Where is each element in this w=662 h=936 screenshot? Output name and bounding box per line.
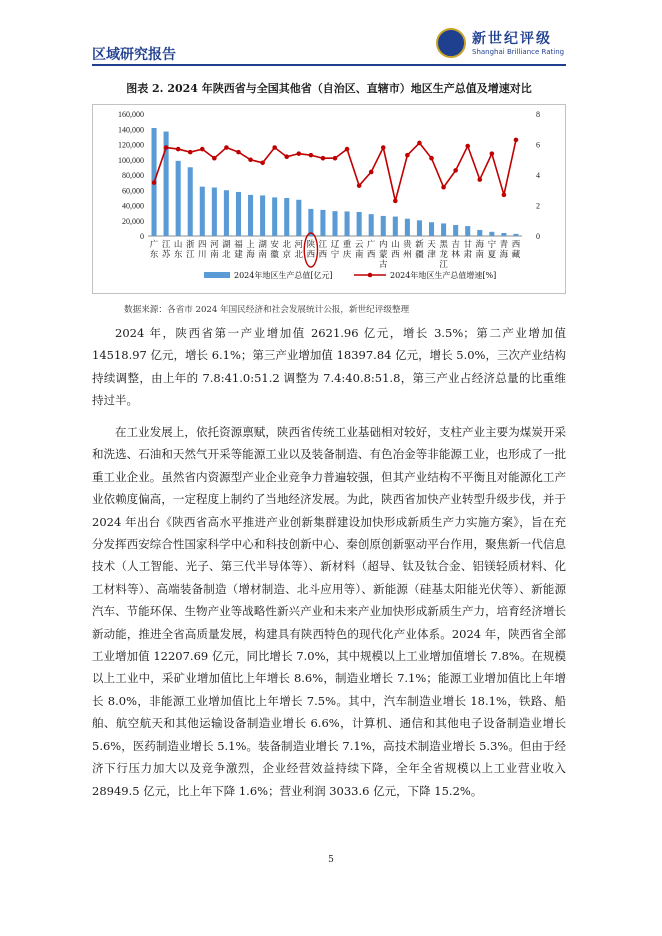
gdp-bar — [188, 167, 193, 236]
growth-rate-point — [224, 145, 229, 150]
gdp-bar — [284, 198, 289, 236]
growth-rate-point — [405, 153, 410, 158]
category-label: 广东 — [149, 240, 159, 260]
gdp-bar — [224, 190, 229, 236]
gdp-bar — [272, 197, 277, 236]
gdp-bar — [320, 210, 325, 236]
category-label: 吉林 — [451, 240, 460, 260]
category-label: 甘肃 — [463, 240, 472, 260]
growth-rate-point — [490, 151, 495, 156]
gdp-bar — [212, 188, 217, 236]
gdp-bar — [332, 211, 337, 236]
header-divider — [92, 64, 566, 66]
category-label: 新疆 — [415, 240, 424, 260]
gdp-bar — [260, 195, 265, 236]
category-label: 江苏 — [161, 240, 171, 260]
left-axis-tick-label: 60,000 — [122, 186, 144, 196]
category-label: 青海 — [499, 240, 509, 260]
category-label: 北京 — [282, 240, 291, 260]
growth-rate-point — [284, 154, 289, 159]
gdp-bar — [429, 222, 434, 236]
gdp-bar — [465, 226, 470, 236]
growth-rate-point — [152, 180, 157, 185]
growth-rate-point — [345, 147, 350, 152]
growth-rate-point — [514, 138, 519, 143]
category-label: 山西 — [391, 240, 400, 260]
category-label: 天津 — [427, 240, 436, 260]
data-source-note: 数据来源：各省市 2024 年国民经济和社会发展统计公报，新世纪评级整理 — [124, 305, 410, 315]
legend-bar-label: 2024年地区生产总值[亿元] — [234, 271, 333, 280]
gdp-comparison-chart — [92, 104, 566, 294]
category-label: 湖北 — [222, 240, 231, 260]
growth-rate-point — [309, 153, 314, 158]
gdp-bar — [200, 187, 205, 236]
left-axis-tick-label: 160,000 — [118, 110, 144, 119]
growth-rate-point — [164, 145, 169, 150]
legend-bar-swatch — [204, 272, 230, 278]
growth-rate-point — [381, 145, 386, 150]
gdp-bar — [513, 234, 518, 236]
gdp-bar — [405, 219, 410, 236]
category-label: 上海 — [246, 240, 255, 260]
figure-title: 图表 2. 2024 年陕西省与全国其他省（自治区、直辖市）地区生产总值及增速对比 — [126, 82, 532, 95]
gdp-bar — [381, 216, 386, 236]
category-label: 广西 — [366, 240, 376, 260]
category-label: 江西 — [318, 240, 328, 260]
paragraph-industrial-development: 在工业发展上，依托资源禀赋，陕西省传统工业基础相对较好，支柱产业主要为煤炭开采和洗选、石油和天然气开采等能源工业以及装备制造、有色冶金等非能源工业，也形成了一批重工业企业。虽然省内资源型产业企业竞争力普遍较强，但其产业结构不平衡且对能源化工产业依赖度偏高，一定程度上制约了当地经济发展。为此，陕西省加快产业转型升级步伐，并于 2024 年出台《陕西省高水平推进产业创新集群建设加快形成新质生产力实施方案》，旨在充分发挥西安综合性国家科学中心和科技创新中心、秦创原创新驱动平台作用，聚焦新一代信息技术（人工智能、光子、第三代半导体等）、新材料（超导、钛及钛合金、铝镁轻质材料、化工材料等）、高端装备制造（增材制造、北斗应用等）、新能源（硅基太阳能光伏等）、新能源汽车、节能环保、生物产业等战略性新兴产业和未来产业加快形成新质生产力，培育经济增长新动能，推进全省高质量发展，构建具有陕西特色的现代化产业体系。2024 年，陕西省全部工业增加值 12207.69 亿元，同比增长 7.0%，其中规模以上工业增加值增长 7.8%。在规模以上工业中，采矿业增加值比上年增长 8.6%，制造业增长 7.1%；能源工业增加值比上年增长 8.0%，非能源工业增加值比上年增长 7.5%。其中，汽车制造业增长 18.1%，铁路、船舶、航空航天和其他运输设备制造业增长 6.6%，计算机、通信和其他电子设备制造业增长 5.6%，医药制造业增长 5.1%。装备制造业增长 7.1%，高技术制造业增长 5.3%。但由于经济下行压力加大以及竞争激烈，企业经营效益持续下降，全年全省规模以上工业营业收入 28949.5 亿元，比上年下降 1.6%；营业利润 3033.6 亿元，下降 15.2%。 — [92, 425, 566, 798]
left-axis-tick-label: 0 — [140, 232, 144, 241]
category-label: 云南 — [354, 240, 364, 260]
gdp-bar — [248, 195, 253, 236]
category-label: 宁夏 — [487, 240, 497, 260]
category-label: 贵州 — [403, 240, 412, 260]
brand-name: 新世纪评级 — [472, 31, 552, 47]
gdp-bar — [296, 200, 301, 236]
category-label: 黑龙江 — [439, 240, 448, 270]
right-axis-tick-label: 4 — [536, 171, 540, 180]
left-axis-tick-label: 120,000 — [118, 140, 144, 150]
gdp-bar — [357, 212, 362, 236]
left-axis-tick-label: 40,000 — [122, 201, 144, 211]
category-label: 内蒙古 — [379, 240, 388, 270]
right-axis-tick-label: 8 — [536, 110, 540, 119]
left-axis-tick-label: 140,000 — [118, 125, 144, 135]
gdp-bar — [489, 232, 494, 236]
section-title: 区域研究报告 — [92, 47, 176, 63]
category-label: 湖南 — [258, 240, 267, 260]
right-axis-tick-label: 2 — [536, 201, 540, 211]
growth-rate-point — [369, 170, 374, 175]
category-label: 辽宁 — [330, 240, 340, 260]
category-label: 浙江 — [185, 240, 195, 260]
growth-rate-point — [453, 168, 458, 173]
gdp-bar — [176, 161, 181, 236]
growth-rate-point — [393, 199, 398, 204]
growth-rate-point — [297, 151, 302, 156]
page-number: 5 — [328, 855, 334, 865]
gdp-bar — [453, 225, 458, 236]
growth-rate-point — [477, 177, 482, 182]
growth-rate-point — [248, 157, 253, 162]
category-label: 陕西 — [306, 240, 316, 260]
gdp-bar — [369, 214, 374, 236]
legend-line-marker — [368, 273, 373, 278]
category-label: 海南 — [475, 240, 485, 260]
growth-rate-point — [260, 161, 265, 166]
gdp-bar — [441, 223, 446, 236]
growth-rate-point — [188, 150, 193, 155]
growth-rate-point — [441, 185, 446, 190]
growth-rate-point — [321, 156, 326, 161]
brand-subtitle: Shanghai Brilliance Rating — [472, 48, 565, 56]
chart-frame — [93, 105, 566, 294]
left-axis-tick-label: 20,000 — [122, 216, 144, 226]
gdp-bar — [417, 220, 422, 236]
growth-rate-point — [333, 156, 338, 161]
brand-emblem-icon — [436, 28, 466, 58]
growth-rate-point — [212, 156, 217, 161]
category-label: 重庆 — [342, 240, 352, 260]
growth-rate-point — [502, 193, 507, 198]
gdp-bar — [477, 230, 482, 236]
category-label: 四川 — [198, 240, 207, 260]
gdp-bar — [501, 233, 506, 236]
left-axis-tick-label: 80,000 — [122, 171, 144, 180]
category-label: 西藏 — [511, 240, 521, 260]
right-axis-tick-label: 0 — [536, 232, 540, 241]
growth-rate-point — [465, 144, 470, 149]
right-axis-tick-label: 6 — [536, 140, 540, 150]
gdp-bar — [345, 211, 350, 236]
paragraph-industry-structure: 2024 年，陕西省第一产业增加值 2621.96 亿元，增长 3.5%；第二产业增加值 14518.97 亿元，增长 6.1%；第三产业增加值 18397.84 亿元，增长 5.0%，三次产业结构持续调整，由上年的 7.8:41.0:51.2 调整为 7.4:40.8:51.8，第三产业占经济总量的比重维持过半。 — [92, 326, 566, 408]
gdp-bar — [308, 209, 313, 236]
growth-rate-point — [357, 183, 362, 188]
gdp-bar — [236, 192, 241, 236]
category-label: 河北 — [294, 240, 304, 260]
growth-rate-point — [272, 145, 277, 150]
growth-rate-point — [236, 150, 241, 155]
gdp-bar — [393, 217, 398, 236]
category-label: 河南 — [210, 240, 219, 260]
growth-rate-point — [417, 141, 422, 146]
category-label: 福建 — [234, 240, 243, 260]
legend-line-label: 2024年地区生产总值增速[%] — [390, 271, 497, 280]
left-axis-tick-label: 100,000 — [118, 155, 144, 165]
growth-rate-point — [200, 147, 205, 152]
category-label: 山东 — [173, 240, 183, 260]
category-label: 安徽 — [270, 240, 279, 260]
brand-logo — [436, 26, 566, 60]
growth-rate-line — [154, 140, 516, 201]
growth-rate-point — [429, 156, 434, 161]
growth-rate-point — [176, 147, 181, 152]
